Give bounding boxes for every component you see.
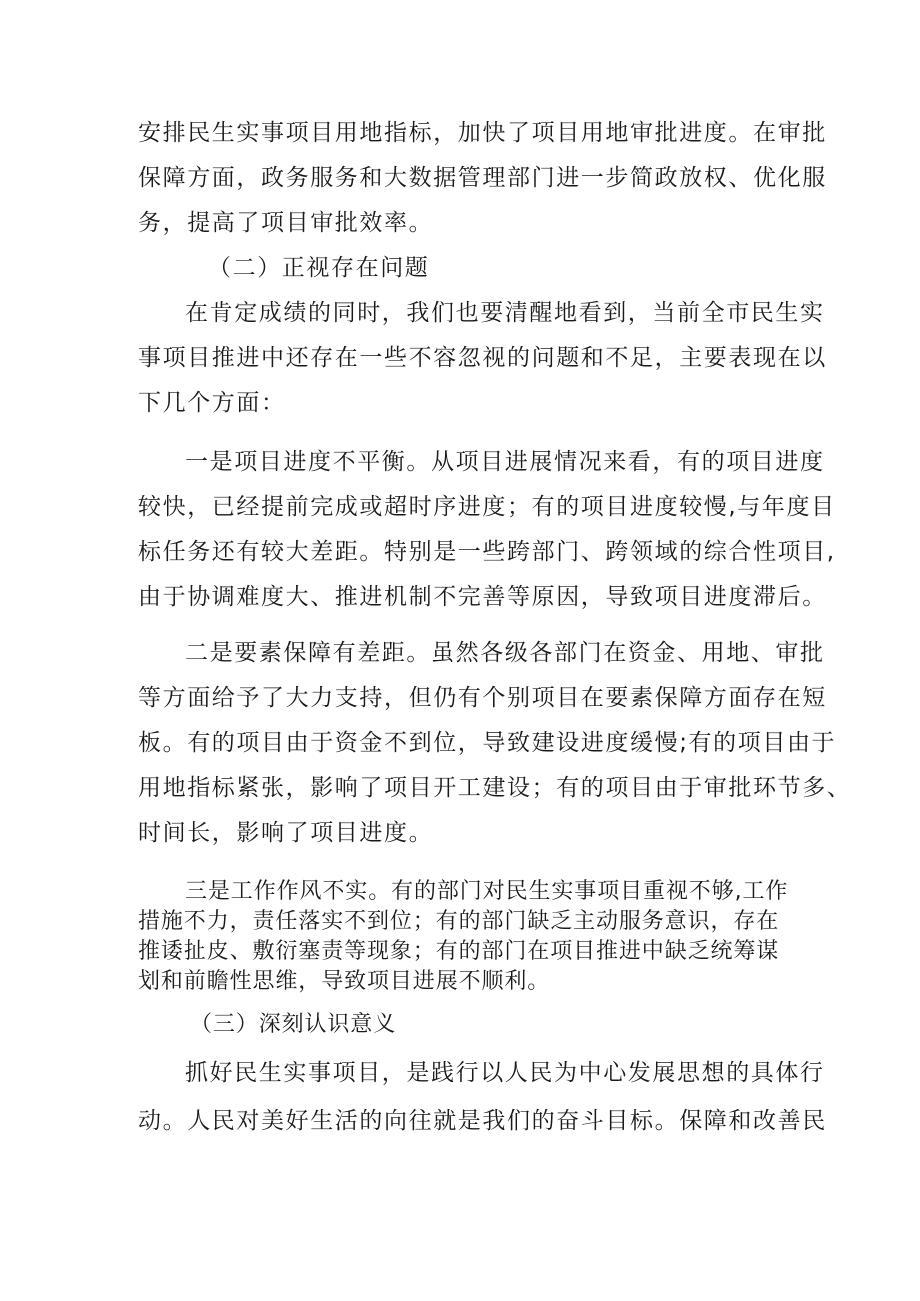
paragraph-4-line-3: 板。有的项目由于资金不到位，导致建设进度缓慢;有的项目由于 bbox=[138, 730, 837, 756]
paragraph-6-line-2: 动。人民对美好生活的向往就是我们的奋斗目标。保障和改善民 bbox=[138, 1108, 827, 1134]
paragraph-6-line-1: 抓好民生实事项目，是践行以人民为中心发展思想的具体行 bbox=[185, 1060, 825, 1086]
paragraph-4-line-4: 用地指标紧张，影响了项目开工建设；有的项目由于审批环节多、 bbox=[138, 775, 852, 801]
paragraph-3-line-3: 标任务还有较大差距。特别是一些跨部门、跨领域的综合性项目, bbox=[138, 539, 836, 565]
paragraph-5-line-1: 三是工作作风不实。有的部门对民生实事项目重视不够,工作 bbox=[185, 879, 789, 904]
paragraph-2-line-1: 在肯定成绩的同时，我们也要清醒地看到，当前全市民生实 bbox=[185, 300, 825, 326]
paragraph-5-line-2: 措施不力，责任落实不到位；有的部门缺乏主动服务意识，存在 bbox=[138, 909, 780, 934]
paragraph-2-line-2: 事项目推进中还存在一些不容忽视的问题和不足，主要表现在以 bbox=[138, 345, 827, 371]
paragraph-3-line-1: 一是项目进度不平衡。从项目进展情况来看，有的项目进度 bbox=[185, 449, 825, 475]
paragraph-4-line-1: 二是要素保障有差距。虽然各级各部门在资金、用地、审批 bbox=[185, 640, 825, 666]
paragraph-4-line-2: 等方面给予了大力支持，但仍有个别项目在要素保障方面存在短 bbox=[138, 685, 827, 711]
paragraph-3-line-2: 较快，已经提前完成或超时序进度；有的项目进度较慢,与年度目 bbox=[138, 494, 836, 520]
paragraph-5-line-3: 推诿扯皮、敷衍塞责等现象；有的部门在项目推进中缺乏统筹谋 bbox=[138, 939, 780, 964]
paragraph-4-line-5: 时间长，影响了项目进度。 bbox=[138, 820, 434, 846]
paragraph-2-line-3: 下几个方面： bbox=[138, 390, 286, 416]
section-heading-3: （三）深刻认识意义 bbox=[190, 1012, 397, 1037]
paragraph-1-line-1: 安排民生实事项目用地指标，加快了项目用地审批进度。在审批 bbox=[138, 120, 827, 146]
paragraph-5-line-4: 划和前瞻性思维，导致项目进展不顺利。 bbox=[138, 969, 551, 994]
section-heading-2: （二）正视存在问题 bbox=[208, 255, 430, 281]
paragraph-3-line-4: 由于协调难度大、推进机制不完善等原因，导致项目进度滞后。 bbox=[138, 584, 827, 610]
paragraph-1-line-2: 保障方面，政务服务和大数据管理部门进一步简政放权、优化服 bbox=[138, 165, 827, 191]
paragraph-1-line-3: 务，提高了项目审批效率。 bbox=[138, 210, 434, 236]
